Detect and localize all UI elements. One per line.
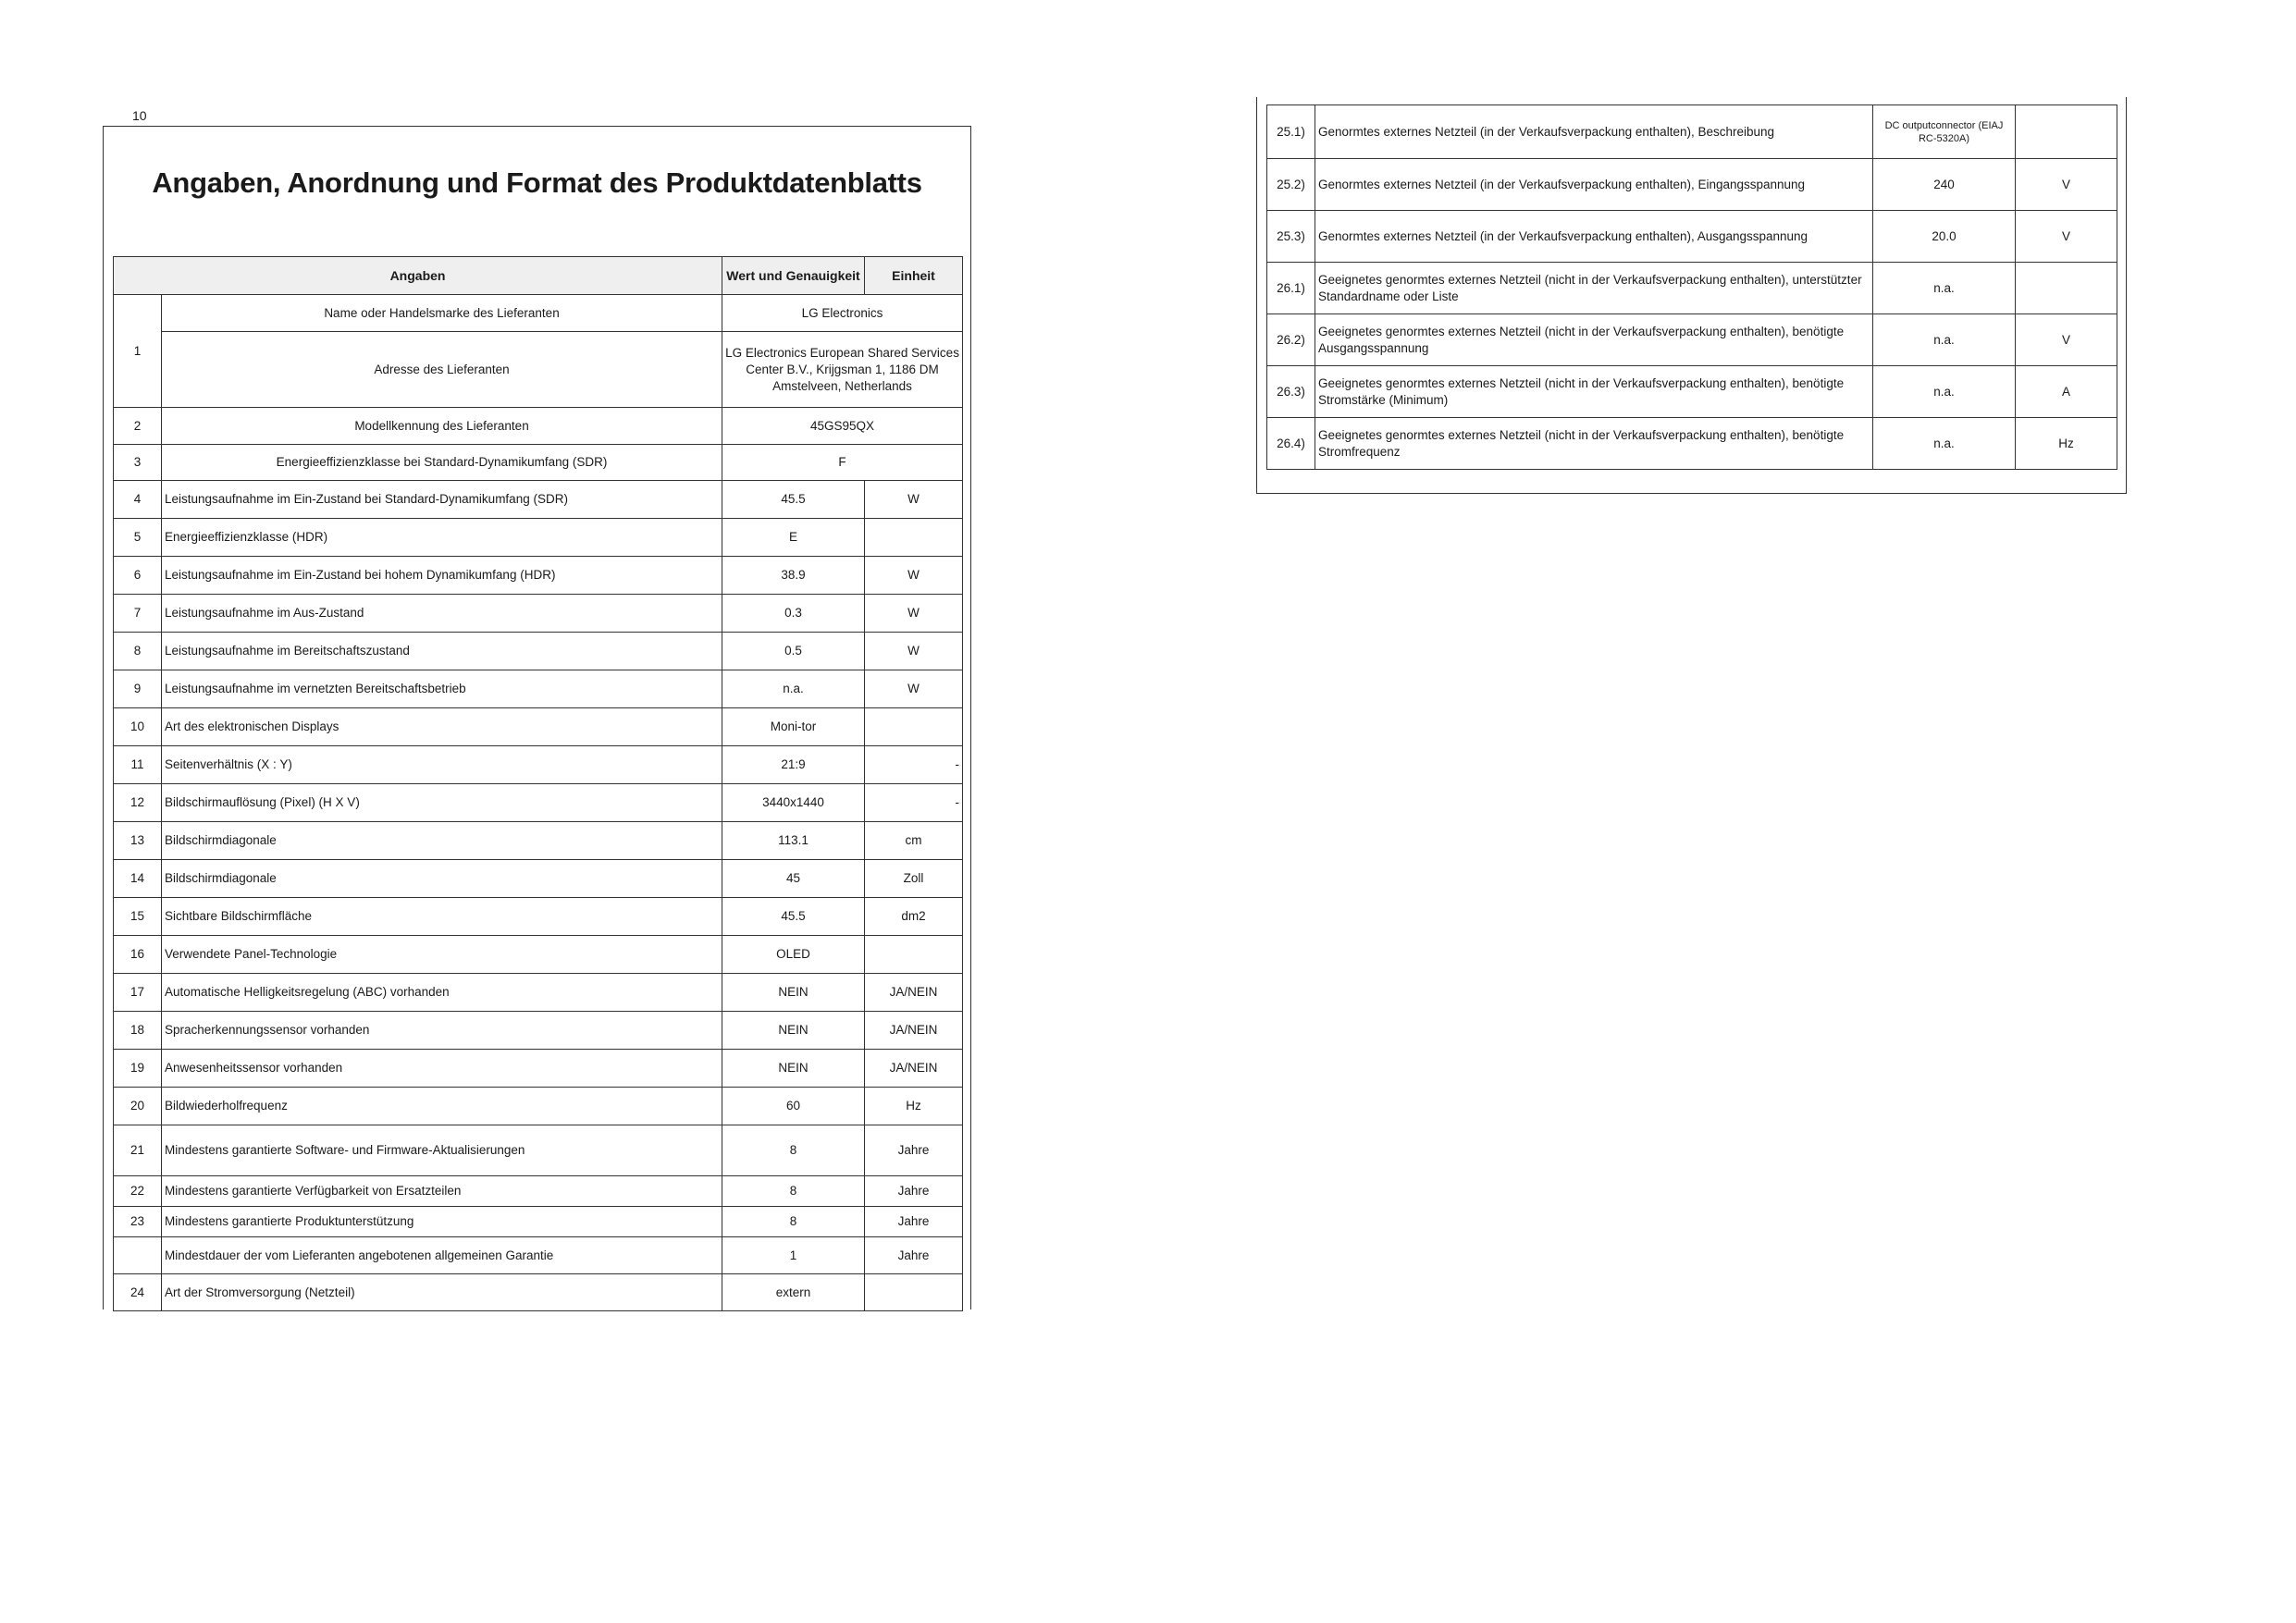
- row-label: Modellkennung des Lieferanten: [162, 408, 722, 445]
- row-unit: JA/NEIN: [865, 1012, 963, 1050]
- row-number: 23: [114, 1207, 162, 1237]
- row-number: 1: [114, 295, 162, 408]
- table-row: [114, 557, 963, 595]
- row-label: Leistungsaufnahme im Ein-Zustand bei hohem Dynamikumfang (HDR): [162, 557, 722, 595]
- row-label: Bildschirmdiagonale: [162, 822, 722, 860]
- row-unit: [865, 519, 963, 557]
- row-value: 0.3: [722, 595, 865, 633]
- row-unit: W: [865, 670, 963, 708]
- row-value: F: [722, 445, 963, 481]
- table-row: [114, 332, 963, 408]
- row-number: 10: [114, 708, 162, 746]
- row-unit: [865, 1274, 963, 1311]
- row-unit: [865, 936, 963, 974]
- table-row: [114, 445, 963, 481]
- row-value: extern: [722, 1274, 865, 1311]
- row-label: Leistungsaufnahme im Bereitschaftszustand: [162, 633, 722, 670]
- row-number: 11: [114, 746, 162, 784]
- row-unit: [2016, 105, 2117, 159]
- row-value: NEIN: [722, 974, 865, 1012]
- row-label: Genormtes externes Netzteil (in der Verkaufsverpackung enthalten), Beschreibung: [1315, 105, 1873, 159]
- row-label: Art der Stromversorgung (Netzteil): [162, 1274, 722, 1311]
- row-number: 26.4): [1267, 418, 1315, 470]
- row-number: 24: [114, 1274, 162, 1311]
- page-number: 10: [132, 108, 147, 123]
- row-unit: Hz: [2016, 418, 2117, 470]
- row-value: 20.0: [1873, 211, 2016, 263]
- row-value: 3440x1440: [722, 784, 865, 822]
- table-row: [114, 860, 963, 898]
- row-number: 8: [114, 633, 162, 670]
- table-row: [114, 1012, 963, 1050]
- row-number: 19: [114, 1050, 162, 1088]
- row-value: 0.5: [722, 633, 865, 670]
- row-number: 2: [114, 408, 162, 445]
- table-row: [114, 1088, 963, 1125]
- row-unit: [2016, 263, 2117, 314]
- table-row: [1267, 105, 2117, 159]
- row-unit: W: [865, 557, 963, 595]
- row-number: 5: [114, 519, 162, 557]
- row-value: 8: [722, 1207, 865, 1237]
- row-label: Mindestens garantierte Verfügbarkeit von Ersatzteilen: [162, 1176, 722, 1207]
- table-row: [114, 1237, 963, 1274]
- row-unit: W: [865, 633, 963, 670]
- power-supply-table: [1266, 105, 2117, 470]
- table-row: [114, 295, 963, 332]
- table-row: [114, 633, 963, 670]
- row-value: NEIN: [722, 1050, 865, 1088]
- page-title: Angaben, Anordnung und Format des Produktdatenblatts: [152, 166, 922, 199]
- row-value: 45GS95QX: [722, 408, 963, 445]
- row-label: Mindestens garantierte Produktunterstützung: [162, 1207, 722, 1237]
- row-value: LG Electronics European Shared Services Center B.V., Krijgsman 1, 1186 DM Amstelveen, Netherlands: [722, 332, 963, 408]
- row-unit: V: [2016, 314, 2117, 366]
- table-row: [114, 408, 963, 445]
- row-label: Name oder Handelsmarke des Lieferanten: [162, 295, 722, 332]
- row-unit: V: [2016, 211, 2117, 263]
- row-number: 22: [114, 1176, 162, 1207]
- row-label: Genormtes externes Netzteil (in der Verkaufsverpackung enthalten), Ausgangsspannung: [1315, 211, 1873, 263]
- row-value: 8: [722, 1125, 865, 1176]
- row-number: 25.1): [1267, 105, 1315, 159]
- row-value: 45: [722, 860, 865, 898]
- row-label: Geeignetes genormtes externes Netzteil (nicht in der Verkaufsverpackung enthalten), unterstützter Standardname oder Liste: [1315, 263, 1873, 314]
- row-number: 3: [114, 445, 162, 481]
- table-row: [1267, 211, 2117, 263]
- row-label: Seitenverhältnis (X : Y): [162, 746, 722, 784]
- row-unit: -: [865, 746, 963, 784]
- table-row: [114, 1050, 963, 1088]
- row-value: 1: [722, 1237, 865, 1274]
- row-value: 113.1: [722, 822, 865, 860]
- row-value: 45.5: [722, 481, 865, 519]
- row-label: Bildschirmauflösung (Pixel) (H X V): [162, 784, 722, 822]
- row-number: 25.2): [1267, 159, 1315, 211]
- row-label: Adresse des Lieferanten: [162, 332, 722, 408]
- row-number: 4: [114, 481, 162, 519]
- row-number: 12: [114, 784, 162, 822]
- row-value: DC outputconnector (EIAJ RC-5320A): [1873, 105, 2016, 159]
- row-value: 60: [722, 1088, 865, 1125]
- row-number: 6: [114, 557, 162, 595]
- table-row: [114, 1207, 963, 1237]
- product-data-table: [113, 256, 963, 1311]
- row-unit: A: [2016, 366, 2117, 418]
- row-label: Art des elektronischen Displays: [162, 708, 722, 746]
- row-value: n.a.: [1873, 263, 2016, 314]
- row-number: 21: [114, 1125, 162, 1176]
- row-label: Verwendete Panel-Technologie: [162, 936, 722, 974]
- row-unit: [865, 708, 963, 746]
- table-row: [1267, 314, 2117, 366]
- table-row: [114, 784, 963, 822]
- table-row: [114, 1125, 963, 1176]
- row-unit: Jahre: [865, 1176, 963, 1207]
- row-number: [114, 1237, 162, 1274]
- row-value: 38.9: [722, 557, 865, 595]
- row-label: Genormtes externes Netzteil (in der Verkaufsverpackung enthalten), Eingangsspannung: [1315, 159, 1873, 211]
- row-unit: Hz: [865, 1088, 963, 1125]
- row-number: 15: [114, 898, 162, 936]
- row-value: n.a.: [1873, 418, 2016, 470]
- row-number: 7: [114, 595, 162, 633]
- table-row: [114, 670, 963, 708]
- row-value: 45.5: [722, 898, 865, 936]
- row-number: 26.2): [1267, 314, 1315, 366]
- row-label: Energieeffizienzklasse (HDR): [162, 519, 722, 557]
- table-row: [114, 746, 963, 784]
- row-label: Bildwiederholfrequenz: [162, 1088, 722, 1125]
- row-number: 14: [114, 860, 162, 898]
- row-unit: cm: [865, 822, 963, 860]
- row-unit: V: [2016, 159, 2117, 211]
- row-label: Automatische Helligkeitsregelung (ABC) vorhanden: [162, 974, 722, 1012]
- table-row: [114, 936, 963, 974]
- table-row: [114, 481, 963, 519]
- row-number: 16: [114, 936, 162, 974]
- row-value: n.a.: [1873, 314, 2016, 366]
- row-number: 20: [114, 1088, 162, 1125]
- table-row: [1267, 159, 2117, 211]
- row-label: Mindestens garantierte Software- und Firmware-Aktualisierungen: [162, 1125, 722, 1176]
- row-unit: dm2: [865, 898, 963, 936]
- table-row: [114, 898, 963, 936]
- row-number: 18: [114, 1012, 162, 1050]
- row-label: Leistungsaufnahme im Aus-Zustand: [162, 595, 722, 633]
- row-label: Leistungsaufnahme im vernetzten Bereitschaftsbetrieb: [162, 670, 722, 708]
- row-unit: Zoll: [865, 860, 963, 898]
- table-row: [114, 974, 963, 1012]
- row-label: Energieeffizienzklasse bei Standard-Dynamikumfang (SDR): [162, 445, 722, 481]
- row-number: 9: [114, 670, 162, 708]
- table-row: [114, 595, 963, 633]
- table-row: [114, 1176, 963, 1207]
- table-row: [1267, 418, 2117, 470]
- row-label: Leistungsaufnahme im Ein-Zustand bei Standard-Dynamikumfang (SDR): [162, 481, 722, 519]
- row-unit: Jahre: [865, 1125, 963, 1176]
- row-label: Sichtbare Bildschirmfläche: [162, 898, 722, 936]
- row-value: 8: [722, 1176, 865, 1207]
- table-row: [114, 519, 963, 557]
- table-row: [1267, 366, 2117, 418]
- row-unit: JA/NEIN: [865, 1050, 963, 1088]
- row-label: Geeignetes genormtes externes Netzteil (nicht in der Verkaufsverpackung enthalten), benötigte Stromfrequenz: [1315, 418, 1873, 470]
- header-einheit: Einheit: [865, 257, 963, 295]
- row-unit: Jahre: [865, 1207, 963, 1237]
- row-value: 240: [1873, 159, 2016, 211]
- table-row: [114, 822, 963, 860]
- table-row: [114, 1274, 963, 1311]
- row-value: Moni-tor: [722, 708, 865, 746]
- row-number: 26.1): [1267, 263, 1315, 314]
- table-header-row: [114, 257, 963, 295]
- row-value: E: [722, 519, 865, 557]
- header-angaben: Angaben: [114, 257, 722, 295]
- row-unit: W: [865, 481, 963, 519]
- table-row: [1267, 263, 2117, 314]
- row-value: NEIN: [722, 1012, 865, 1050]
- row-number: 17: [114, 974, 162, 1012]
- row-label: Anwesenheitssensor vorhanden: [162, 1050, 722, 1088]
- row-unit: W: [865, 595, 963, 633]
- row-unit: -: [865, 784, 963, 822]
- header-wert: Wert und Genauigkeit: [722, 257, 865, 295]
- row-number: 13: [114, 822, 162, 860]
- row-value: n.a.: [722, 670, 865, 708]
- row-value: n.a.: [1873, 366, 2016, 418]
- row-number: 26.3): [1267, 366, 1315, 418]
- table-row: [114, 708, 963, 746]
- row-unit: JA/NEIN: [865, 974, 963, 1012]
- row-label: Mindestdauer der vom Lieferanten angebotenen allgemeinen Garantie: [162, 1237, 722, 1274]
- row-label: Geeignetes genormtes externes Netzteil (nicht in der Verkaufsverpackung enthalten), benötigte Stromstärke (Minimum): [1315, 366, 1873, 418]
- row-value: 21:9: [722, 746, 865, 784]
- row-value: LG Electronics: [722, 295, 963, 332]
- row-number: 25.3): [1267, 211, 1315, 263]
- row-label: Bildschirmdiagonale: [162, 860, 722, 898]
- row-value: OLED: [722, 936, 865, 974]
- row-unit: Jahre: [865, 1237, 963, 1274]
- row-label: Geeignetes genormtes externes Netzteil (nicht in der Verkaufsverpackung enthalten), benötigte Ausgangsspannung: [1315, 314, 1873, 366]
- row-label: Spracherkennungssensor vorhanden: [162, 1012, 722, 1050]
